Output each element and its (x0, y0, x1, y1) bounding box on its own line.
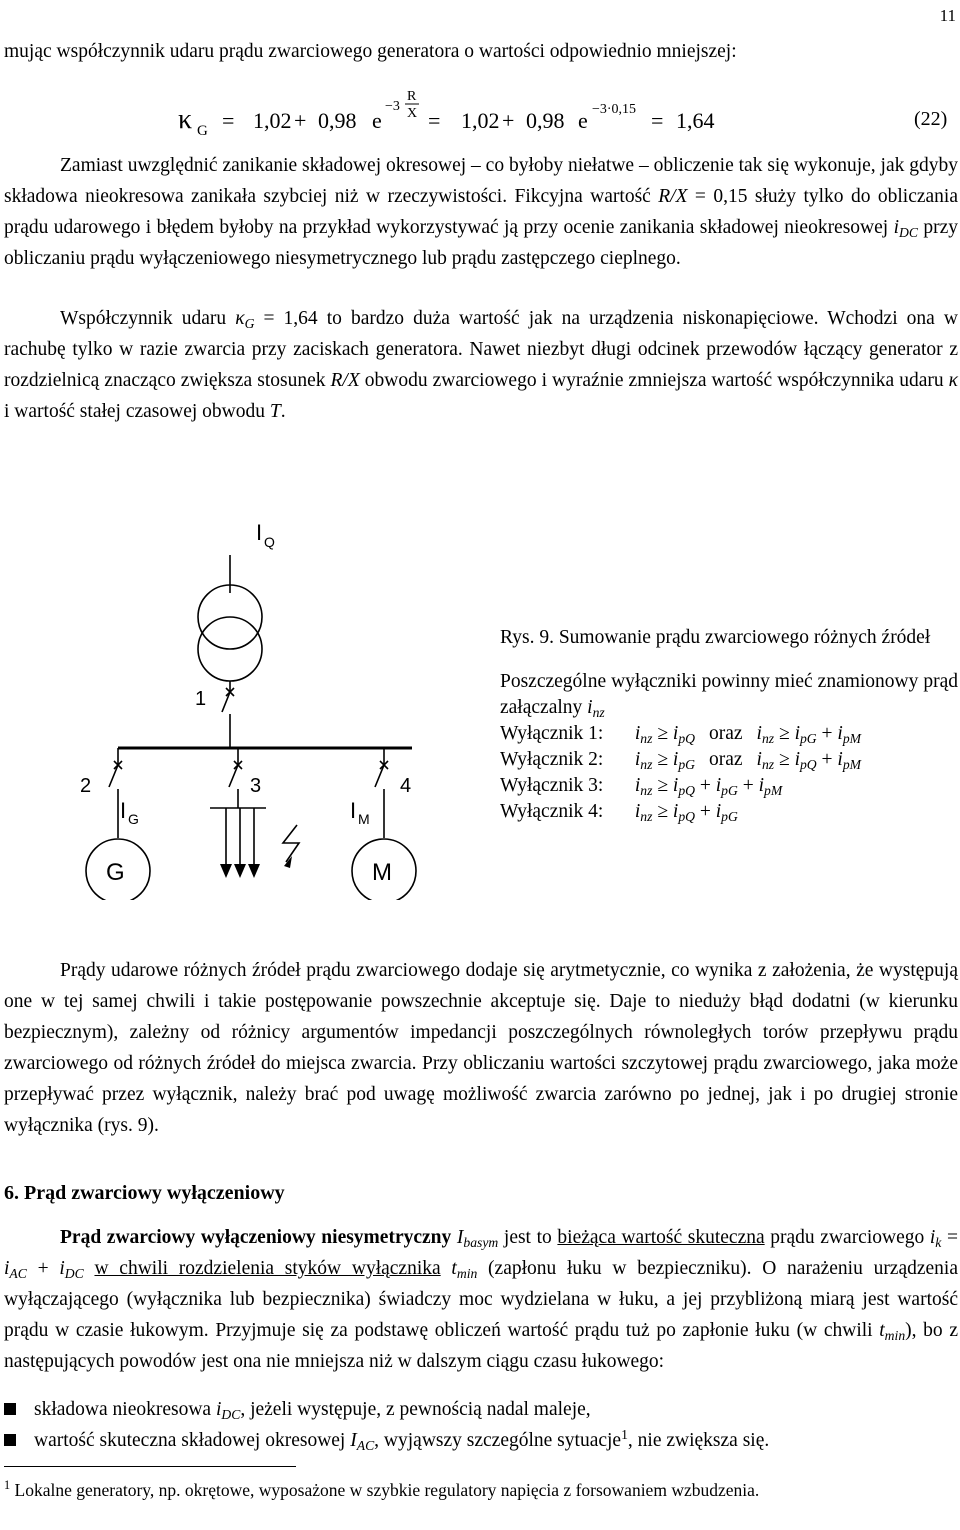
formula-e1: e (372, 108, 382, 133)
formula-exp1-coef: −3 (385, 99, 400, 114)
label-generator: G (106, 859, 125, 886)
bullet-square-icon (4, 1403, 16, 1415)
switch-3 (229, 765, 238, 787)
bullet-list (4, 1394, 958, 1456)
label-ig: I (120, 798, 127, 823)
formula-c4: 0,98 (526, 108, 565, 133)
formula-c2: 0,98 (318, 108, 357, 133)
switch-4 (375, 765, 384, 787)
label-iq: I (256, 520, 263, 545)
caption-intro: Poszczególne wyłączniki powinny mieć znamionowy prąd załączalny $i_{nz}$ (500, 671, 958, 720)
circuit-diagram (0, 500, 470, 900)
bullet-square-icon (4, 1434, 16, 1446)
footnote-rule (4, 1466, 296, 1467)
formula-eq3: = (651, 108, 664, 133)
formula-exp2: −3·0,15 (592, 102, 637, 117)
label-im: I (350, 798, 357, 823)
label-switch-1: 1 (195, 688, 207, 710)
switch-2 (109, 765, 118, 787)
paragraph-2: Współczynnik udaru $\kappa_G = 1,64$ to bardzo duża wartość jak na urządzenia niskonapięciowe. Wchodzi ona w rachubę tylko w razie zwarcia przy zaciskach generatora. Nawet niezbyt długi odcinek przewodów łączący generator z rozdzielnicą znacząco zwiększa stosunek R/X obwodu zwarciowego i wyraźnie zmniejsza wartość współczynnika udaru κ i wartość stałej czasowej obwodu T. (4, 308, 958, 422)
load-arrow-3 (248, 864, 260, 878)
formula-eq1: = (222, 108, 235, 133)
formula-plus1: + (294, 108, 307, 133)
label-iq-sub: Q (264, 534, 275, 550)
fault-symbol (283, 825, 299, 862)
footnote: $^1$ Lokalne generatory, np. okrętowe, wyposażone w szybkie regulatory napięcia z forsowaniem wzbudzenia. (4, 1478, 760, 1500)
formula-exp1-den: X (407, 106, 418, 121)
formula-22 (0, 80, 960, 150)
list-item: wartość skuteczna składowej okresowej $I_{AC}$, wyjąwszy szczególne sytuacje$^1$, nie zwiększa się. (4, 1425, 958, 1456)
formula-number: (22) (914, 108, 948, 130)
formula-exp1-num: R (407, 89, 417, 104)
list-item: składowa nieokresowa $i_{DC}$, jeżeli występuje, z pewnością nadal maleje, (4, 1394, 958, 1425)
label-switch-2: 2 (80, 775, 92, 797)
switch-4-condition: Wyłącznik 4: $i_{nz} \ge i_{pQ} + i_{pG}$ (500, 801, 738, 824)
caption-title: Rys. 9. Sumowanie prądu zwarciowego różnych źródeł (500, 627, 931, 648)
paragraph-1: Zamiast uwzględnić zanikanie składowej okresowej – co byłoby niełatwe – obliczenie tak się wykonuje, jak gdyby składowa nieokresowa zanikała szybciej niż w rzeczywistości. Fikcyjna wartość R/X = 0,15 służy tylko do obliczania prądu udarowego i błędem byłoby na przykład wykorzystywać ją przy ocenie zanikania składowej nieokresowej $i_{DC}$ przy obliczaniu prądu wyłączeniowego niesymetrycznego lub prądu zastępczego cieplnego. (4, 155, 958, 269)
formula-eq2: = (428, 108, 441, 133)
formula-plus2: + (502, 108, 515, 133)
paragraph-3: Prądy udarowe różnych źródeł prądu zwarciowego dodaje się arytmetycznie, co wynika z założenia, że występują one w tej samej chwili i takie postępowanie powszechnie akceptuje się. Daje to nieduży błąd dodatni (w kierunku bezpiecznym), zależny od różnicy argumentów impedancji poszczególnych równoległych torów przepływu prądu zwarciowego od różnych źródeł do miejsca zwarcia. Przy obliczaniu wartości szczytowej prądu zwarciowego, jaka może przepływać przez wyłącznik, należy brać pod uwagę możliwość zwarcia zarówno po jednej, jak i po drugiej stronie wyłącznika (rys. 9). (4, 960, 958, 1136)
formula-e2: e (578, 108, 588, 133)
load-arrow-1 (220, 864, 232, 878)
label-switch-4: 4 (400, 775, 412, 797)
figure-caption (500, 625, 958, 825)
page-number: 11 (939, 6, 956, 25)
label-ig-sub: G (128, 811, 139, 827)
formula-c1: 1,02 (253, 108, 292, 133)
paragraph-4: Prąd zwarciowy wyłączeniowy niesymetryczny $I_{basym}$ jest to bieżąca wartość skuteczna prądu zwarciowego $i_k = i_{AC} + i_{DC}$ w chwili rozdzielenia styków wyłącznika $t_{min}$ (zapłonu łuku w bezpieczniku). O narażeniu urządzenia wyłączającego (wyłącznika lub bezpiecznika) świadczy moc wydzielana w łuku, a jej przybliżoną miarą jest wartość prądu w czasie łukowym. Przyjmuje się za podstawę obliczeń wartość prądu tuż po zapłonie łuku (w chwili $t_{min}$), bo z następujących powodów jest ona nie mniejsza niż w dalszym ciągu czasu łukowego: (4, 1227, 959, 1372)
section-heading: 6. Prąd zwarciowy wyłączeniowy (4, 1182, 285, 1204)
formula-kappa: κ (178, 104, 193, 135)
switch-2-condition: Wyłącznik 2: $i_{nz} \ge i_{pG}$ oraz $i_{nz} \ge i_{pQ} + i_{pM}$ (500, 749, 862, 772)
intro-line: mując współczynnik udaru prądu zwarciowego generatora o wartości odpowiednio mniejszej: (4, 41, 737, 62)
label-switch-3: 3 (250, 775, 262, 797)
switch-3-condition: Wyłącznik 3: $i_{nz} \ge i_{pQ} + i_{pG} + i_{pM}$ (500, 775, 783, 798)
switch-1-condition: Wyłącznik 1: $i_{nz} \ge i_{pQ}$ oraz $i_{nz} \ge i_{pG} + i_{pM}$ (500, 723, 862, 746)
label-motor: M (372, 859, 392, 886)
load-arrow-2 (234, 864, 246, 878)
formula-c3: 1,02 (461, 108, 500, 133)
label-im-sub: M (358, 811, 370, 827)
formula-kappa-sub: G (197, 123, 208, 139)
formula-result: 1,64 (676, 108, 715, 133)
